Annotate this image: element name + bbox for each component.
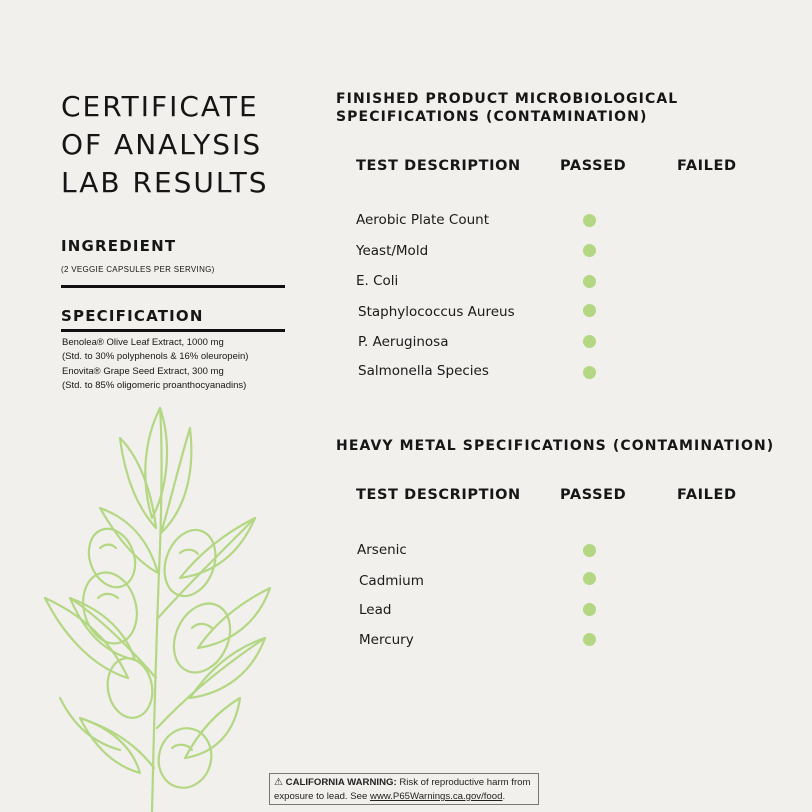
passed-indicator: [583, 603, 596, 616]
passed-indicator: [583, 633, 596, 646]
micro-col-test-description: TEST DESCRIPTION: [356, 158, 521, 174]
metal-row-label: Cadmium: [359, 573, 424, 589]
passed-indicator: [583, 244, 596, 257]
passed-indicator: [583, 544, 596, 557]
metal-row-label: Lead: [359, 602, 392, 618]
specification-line: Benolea® Olive Leaf Extract, 1000 mg: [62, 337, 224, 348]
warning-line-2: [274, 790, 534, 804]
olive-branch-illustration: [40, 398, 280, 812]
metal-col-passed: PASSED: [560, 487, 627, 503]
micro-row-label: Staphylococcus Aureus: [358, 304, 515, 320]
micro-title-line: SPECIFICATIONS (CONTAMINATION): [336, 109, 648, 125]
specification-divider: [61, 329, 285, 332]
micro-col-failed: FAILED: [677, 158, 737, 174]
warning-text: .: [502, 791, 506, 802]
micro-row-label: P. Aeruginosa: [358, 334, 449, 350]
specification-line: (Std. to 30% polyphenols & 16% oleuropein): [62, 351, 249, 363]
micro-title-line: FINISHED PRODUCT MICROBIOLOGICAL: [336, 91, 679, 107]
title-line: CERTIFICATE: [61, 90, 259, 123]
certificate-title: [61, 88, 269, 202]
passed-indicator: [583, 572, 596, 585]
passed-indicator: [583, 366, 596, 379]
warning-triangle-icon: ⚠: [274, 777, 283, 788]
metal-section-title: [336, 437, 774, 455]
ingredient-divider: [61, 285, 285, 288]
specification-line: (Std. to 85% oligomeric proanthocyanadins): [62, 379, 247, 391]
california-warning-box: [269, 773, 539, 805]
metal-row-label: Arsenic: [357, 542, 407, 558]
warning-text: exposure to lead. See: [274, 791, 371, 802]
micro-row-label: Yeast/Mold: [356, 243, 429, 259]
ingredient-heading: INGREDIENT: [61, 237, 177, 255]
p65-warnings-link[interactable]: www.P65Warnings.ca.gov/food: [370, 791, 503, 802]
passed-indicator: [583, 275, 596, 288]
micro-row-label: Aerobic Plate Count: [356, 212, 489, 228]
passed-indicator: [583, 304, 596, 317]
micro-row-label: Salmonella Species: [358, 363, 489, 379]
specification-line: Enovita® Grape Seed Extract, 300 mg: [62, 365, 224, 377]
metal-title-line: HEAVY METAL SPECIFICATIONS (CONTAMINATION): [336, 438, 775, 454]
warning-label: CALIFORNIA WARNING:: [285, 777, 397, 788]
micro-col-passed: PASSED: [560, 158, 627, 174]
metal-col-test-description: TEST DESCRIPTION: [356, 487, 521, 503]
title-line: OF ANALYSIS: [61, 128, 263, 161]
warning-line-1: [274, 776, 534, 790]
metal-row-label: Mercury: [359, 632, 414, 648]
passed-indicator: [583, 214, 596, 227]
metal-col-failed: FAILED: [677, 487, 737, 503]
ingredient-note: (2 VEGGIE CAPSULES PER SERVING): [61, 265, 215, 274]
micro-section-title: [336, 90, 678, 126]
specification-list: [62, 336, 248, 393]
specification-heading: SPECIFICATION: [61, 307, 204, 325]
passed-indicator: [583, 335, 596, 348]
title-line: LAB RESULTS: [61, 166, 269, 199]
micro-row-label: E. Coli: [356, 273, 399, 289]
warning-text: Risk of reproductive harm from: [396, 777, 531, 788]
